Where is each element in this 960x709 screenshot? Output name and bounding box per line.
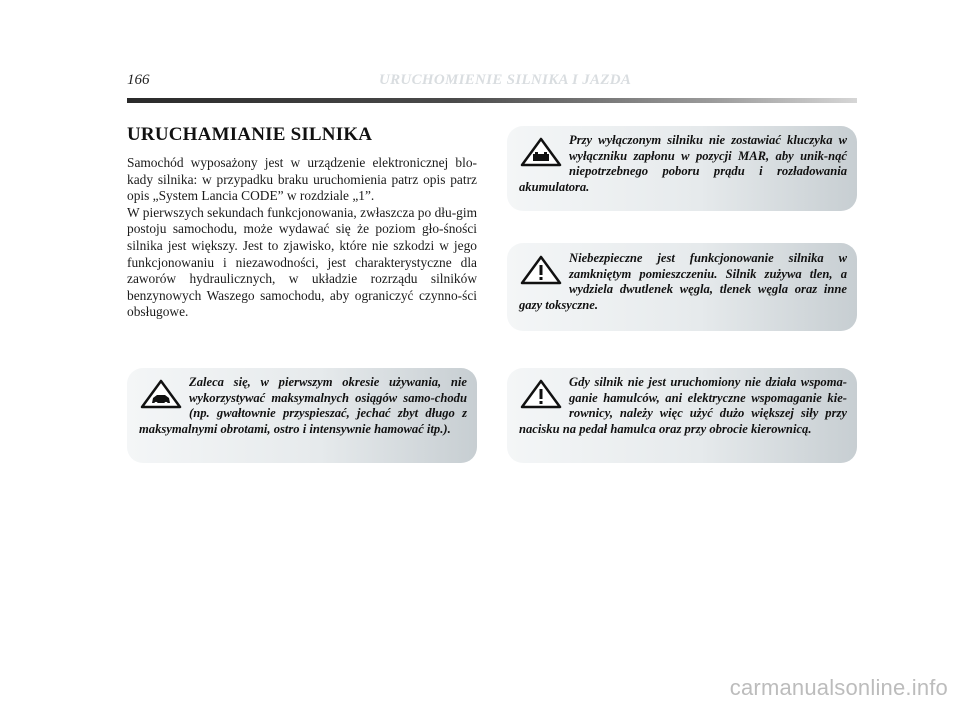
warning-note-break-in (127, 368, 477, 463)
warning-note-battery (507, 126, 857, 211)
note-text: Zaleca się, w pierwszym okresie używania, nie wykorzystywać maksymalnych osiągów samo-chodu (np. gwałtownie przyspieszać, jechać zbyt długo z maksymalnymi obrotami, ostro i intensywnie hamować itp.). (139, 375, 467, 436)
watermark: carmanualsonline.info (729, 675, 948, 700)
exclamation-warning-icon (519, 255, 563, 285)
paragraph: Samochód wyposażony jest w urządzenie elektronicznej blo-kady silnika: w przypadku braku uruchomienia patrz opis patrz opis „System Lancia CODE” w rozdziale „1”. (127, 155, 477, 204)
page-header (127, 72, 857, 92)
battery-warning-icon (519, 137, 563, 167)
header-rule (127, 98, 857, 103)
car-warning-icon (139, 379, 183, 409)
note-text: Przy wyłączonym silniku nie zostawiać kluczyka w wyłączniku zapłonu w pozycji MAR, aby unik-nąć niepotrzebnego poboru prądu i rozładowania akumulatora. (519, 133, 847, 194)
note-text: Niebezpieczne jest funkcjonowanie silnika w zamkniętym pomieszczeniu. Silnik zużywa tlen, a wydziela dwutlenek węgla, tlenek węgla oraz inne gazy toksyczne. (519, 251, 847, 312)
section-body (127, 155, 477, 321)
page-number: 166 (127, 72, 150, 88)
section-title: URUCHAMIANIE SILNIKA (127, 124, 373, 145)
chapter-title: URUCHOMIENIE SILNIKA I JAZDA (379, 72, 632, 88)
exclamation-warning-icon (519, 379, 563, 409)
note-text: Gdy silnik nie jest uruchomiony nie działa wspoma-ganie hamulców, ani elektryczne wspomaganie kie-rownicy, należy więc użyć dużo większej siły przy nacisku na pedał hamulca oraz przy obrocie kierownicą. (519, 375, 847, 436)
paragraph: W pierwszych sekundach funkcjonowania, zwłaszcza po dłu-gim postoju samochodu, może wydawać się że poziom gło-śności silnika jest większy. Jest to zjawisko, które nie szkodzi w jego funkcjonowaniu i niezawodności, jest charakterystyczne dla zaworów hydraulicznych, w układzie rozrządu silników benzynowych Waszego samochodu, aby ograniczyć czynno-ści obsługowe. (127, 204, 477, 320)
warning-note-enclosed-space (507, 243, 857, 331)
warning-note-brake-steering (507, 368, 857, 463)
